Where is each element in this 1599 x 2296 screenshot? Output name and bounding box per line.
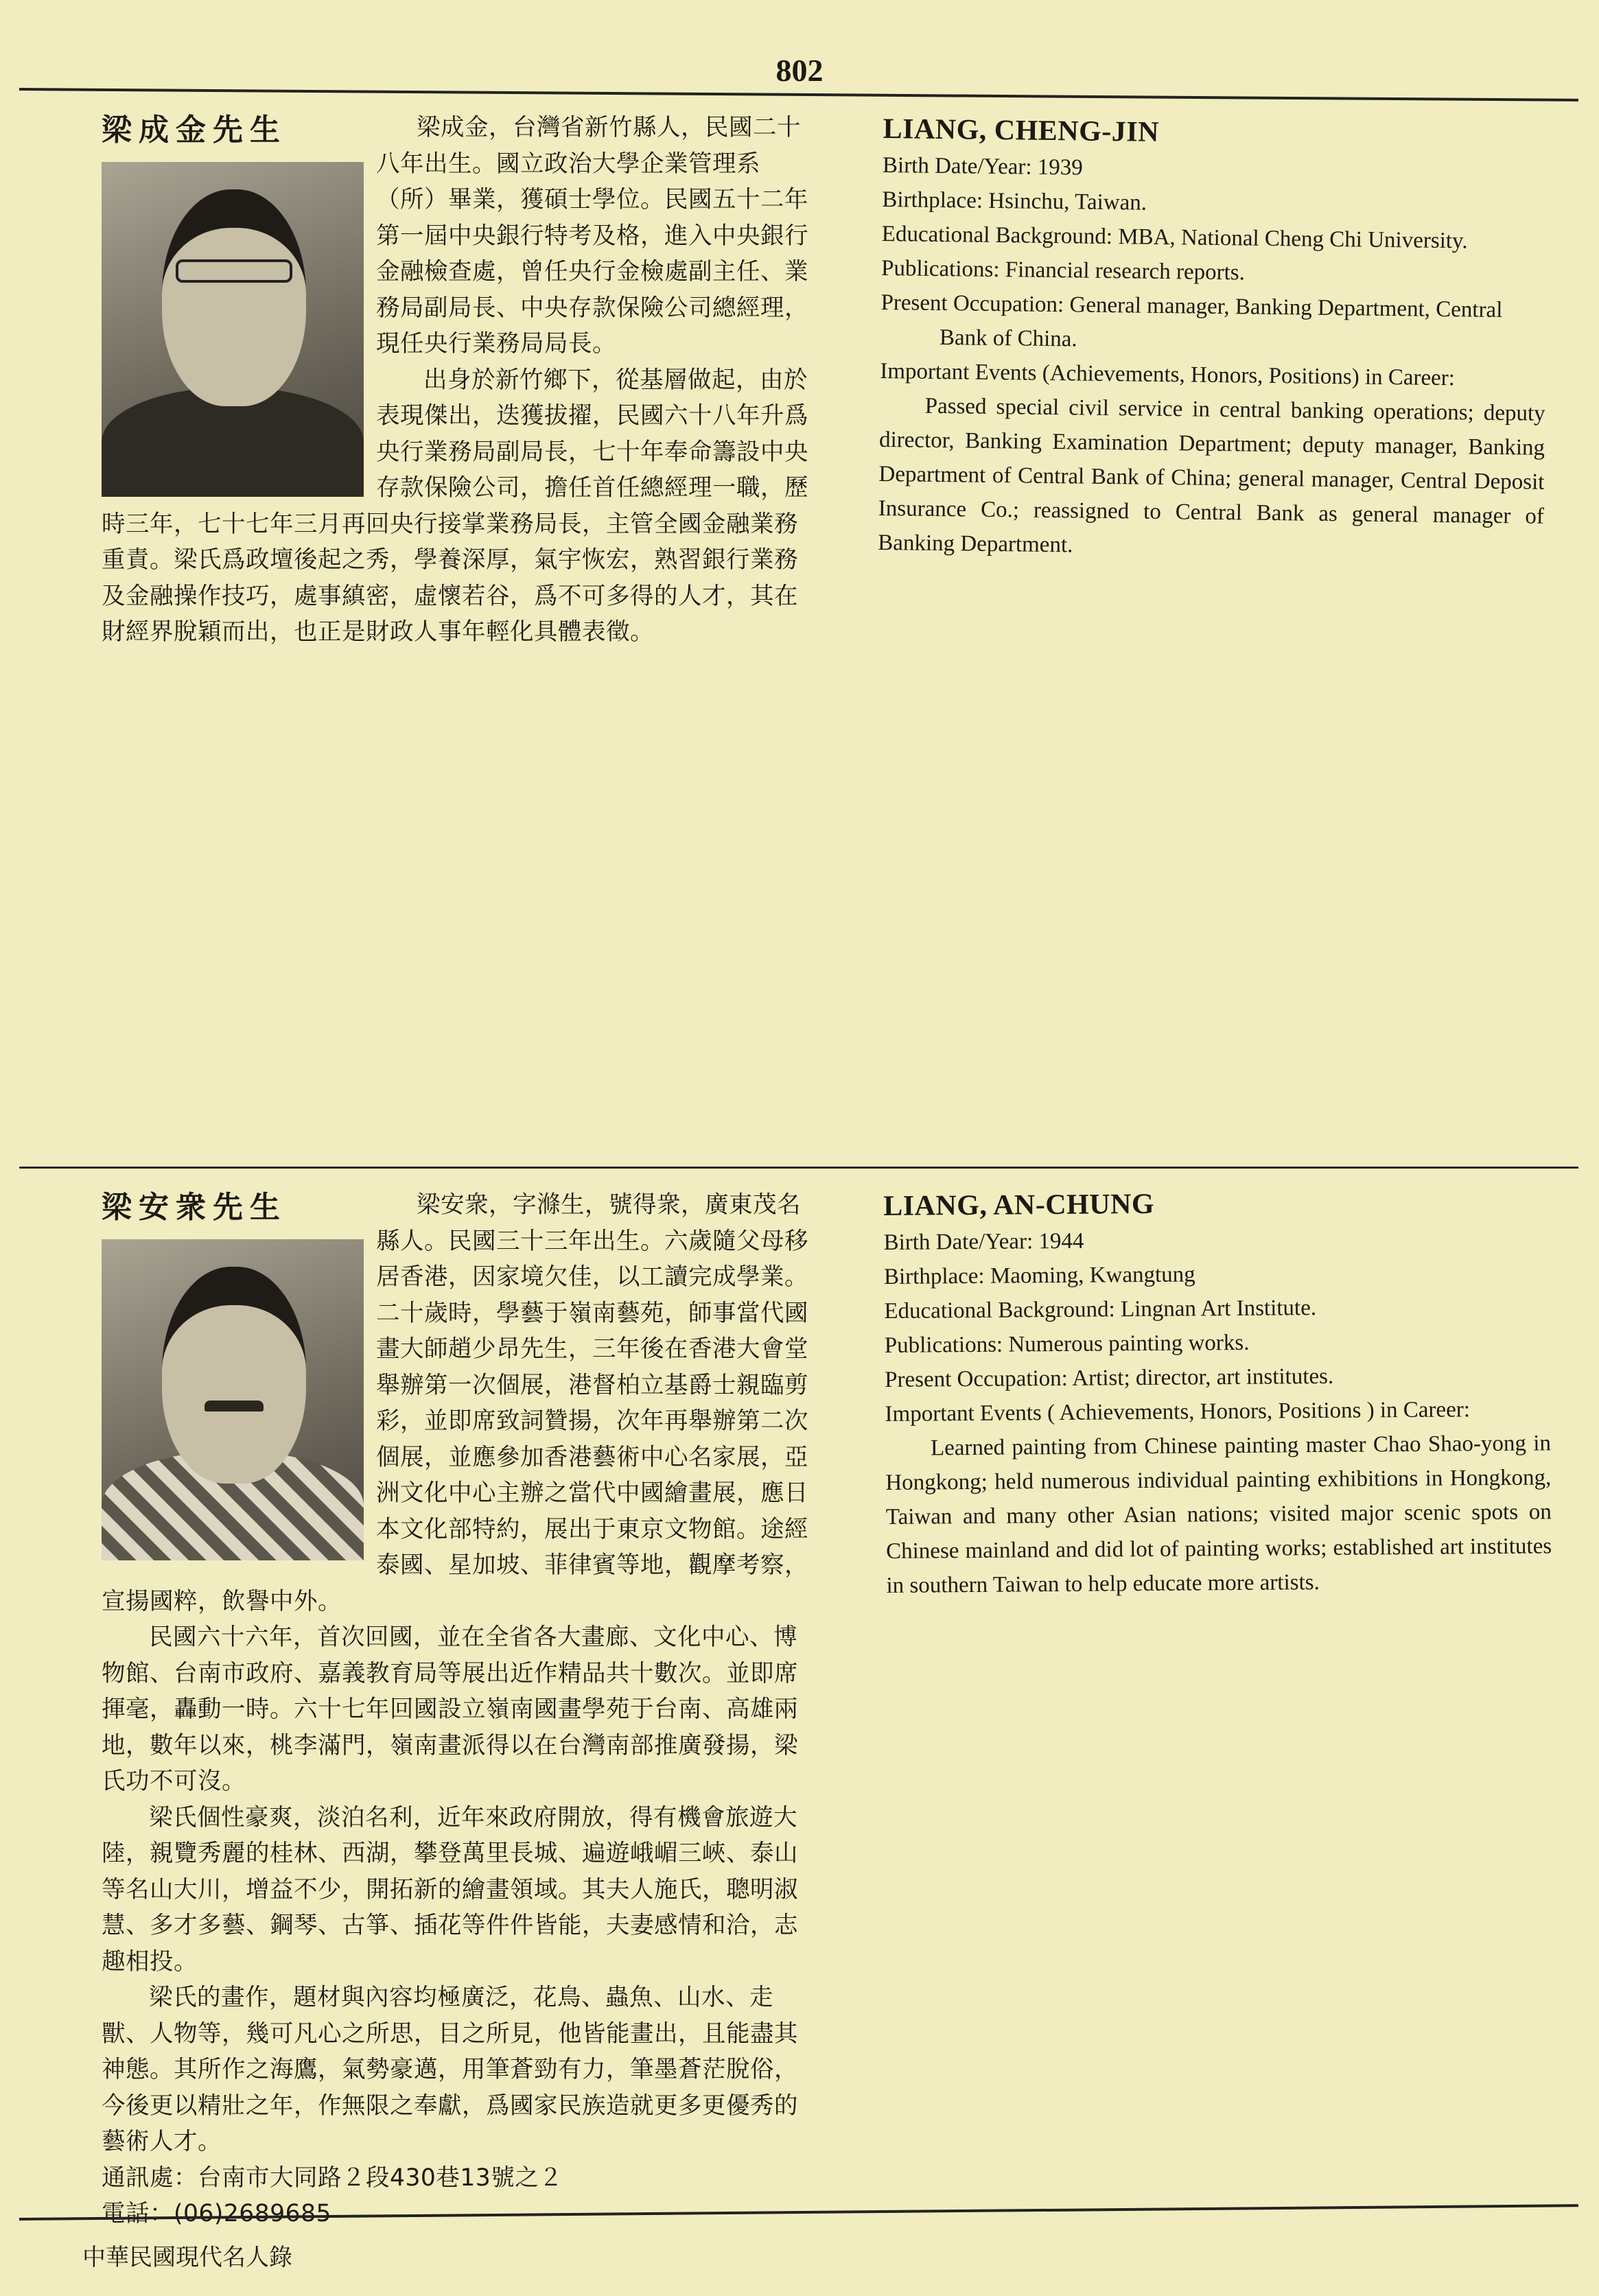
chinese-biography [102, 1187, 815, 2232]
chinese-name: 梁成金先生 [102, 113, 287, 148]
chinese-paragraph: 梁成金，台灣省新竹縣人，民國二十八年出生。國立政治大學企業管理系（所）畢業，獲碩士學位。民國五十二年第一屆中央銀行特考及格，進入中央銀行金融檢查處，曾任央行金檢處副主任、業務局副局長、中央存款保險公司總經理，現任央行業務局局長。 [376, 114, 808, 358]
field-occupation: Present Occupation: Artist; director, art institutes. [885, 1363, 1334, 1392]
english-name: LIANG, CHENG-JIN [883, 113, 1160, 148]
chinese-paragraph: 梁氏的畫作，題材與內容均極廣泛，花鳥、蟲魚、山水、走獸、人物等，幾可凡心之所思，目之所見，他皆能畫出，且能盡其神態。其所作之海鷹，氣勢豪邁，用筆蒼勁有力，筆墨蒼茫脫俗，今後更以精壯之年，作無限之奉獻，爲國家民族造就更多更優秀的藝術人才。 [102, 1984, 798, 2155]
field-education: Educational Background: MBA, National Cheng Chi University. [881, 221, 1468, 254]
english-biography [883, 1182, 1552, 1603]
contact-address: 通訊處：台南市大同路２段430巷13號之２ [102, 2164, 563, 2192]
career-paragraph: Passed special civil service in central banking operations; deputy director, Banking Examination Department; deputy manager, Banking Department of Central Bank of China; general manager, Central Deposit Insurance Co.; reassigned to Central Bank as general manager of Banking Department. [878, 393, 1545, 558]
page-number: 802 [775, 53, 824, 88]
book-title-footer: 中華民國現代名人錄 [82, 2244, 292, 2271]
chinese-paragraph: 出身於新竹鄉下，從基層做起，由於表現傑出，迭獲拔擢，民國六十八年升爲央行業務局副局長，七十年奉命籌設中央存款保險公司，擔任首任總經理一職，歷時三年，七十七年三月再回央行接掌業務局長，主管全國金融業務重責。梁氏爲政壇後起之秀，學養深厚，氣宇恢宏，熟習銀行業務及金融操作技巧，處事縝密，虛懷若谷，爲不可多得的人才，其在財經界脫穎而出，也正是財政人事年輕化具體表徵。 [102, 366, 808, 646]
field-occupation: Present Occupation: General manager, Banking Department, Central Bank of China. [880, 290, 1503, 352]
contact-phone: 電話：(06)2689685 [102, 2200, 331, 2227]
field-birth-date: Birth Date/Year: 1939 [882, 152, 1083, 180]
field-birthplace: Birthplace: Maoming, Kwangtung [883, 1262, 1195, 1289]
field-education: Educational Background: Lingnan Art Institute. [884, 1296, 1317, 1324]
portrait-photo [102, 1239, 364, 1560]
field-publications: Publications: Numerous painting works. [884, 1330, 1250, 1358]
english-name: LIANG, AN-CHUNG [883, 1188, 1155, 1222]
english-biography [878, 110, 1549, 568]
entry-liang-an-chung [0, 1187, 1599, 2227]
field-important-events: Important Events ( Achievements, Honors, Positions ) in Career: [885, 1397, 1471, 1427]
field-birthplace: Birthplace: Hsinchu, Taiwan. [882, 187, 1147, 215]
chinese-name: 梁安衆先生 [102, 1190, 287, 1225]
top-rule [19, 88, 1578, 102]
chinese-biography [102, 110, 815, 651]
entry-liang-cheng-jin [0, 110, 1599, 1153]
chinese-paragraph: 梁氏個性豪爽，淡泊名利，近年來政府開放，得有機會旅遊大陸，親覽秀麗的桂林、西湖，攀登萬里長城、遍遊峨嵋三峽、泰山等名山大川，增益不少，開拓新的繪畫領域。其夫人施氏，聰明淑慧、多才多藝、鋼琴、古箏、插花等件件皆能，夫妻感情和洽，志趣相投。 [102, 1803, 798, 1976]
field-publications: Publications: Financial research reports. [880, 255, 1246, 285]
career-paragraph: Learned painting from Chinese painting master Chao Shao-yong in Hongkong; held numerous individual painting exhibitions in Hongkong, Taiwan and many other Asian nations; visited major scenic spots on Chinese mainland and did lot of painting works; established art institutes in southern Taiwan to help educate more artists. [885, 1431, 1552, 1598]
section-divider [19, 1167, 1578, 1169]
portrait-photo [102, 162, 364, 497]
chinese-paragraph: 梁安衆，字滌生，號得衆，廣東茂名縣人。民國三十三年出生。六歲隨父母移居香港，因家境欠佳，以工讀完成學業。二十歲時，學藝于嶺南藝苑，師事當代國畫大師趙少昂先生，三年後在香港大會堂舉辦第一次個展，港督柏立基爵士親臨剪彩，並即席致詞贊揚，次年再舉辦第二次個展，並應參加香港藝術中心名家展，亞洲文化中心主辦之當代中國繪畫展，應日本文化部特約，展出于東京文物館。途經泰國、星加坡、菲律賓等地，觀摩考察，宣揚國粹，飲譽中外。 [102, 1191, 808, 1615]
field-important-events: Important Events (Achievements, Honors, Positions) in Career: [880, 358, 1456, 391]
chinese-paragraph: 民國六十六年，首次回國，並在全省各大畫廊、文化中心、博物館、台南市政府、嘉義教育局等展出近作精品共十數次。並即席揮毫，轟動一時。六十七年回國設立嶺南國畫學苑于台南、高雄兩地，數年以來，桃李滿門，嶺南畫派得以在台灣南部推廣發揚，梁氏功不可沒。 [102, 1624, 798, 1795]
field-birth-date: Birth Date/Year: 1944 [883, 1228, 1084, 1255]
